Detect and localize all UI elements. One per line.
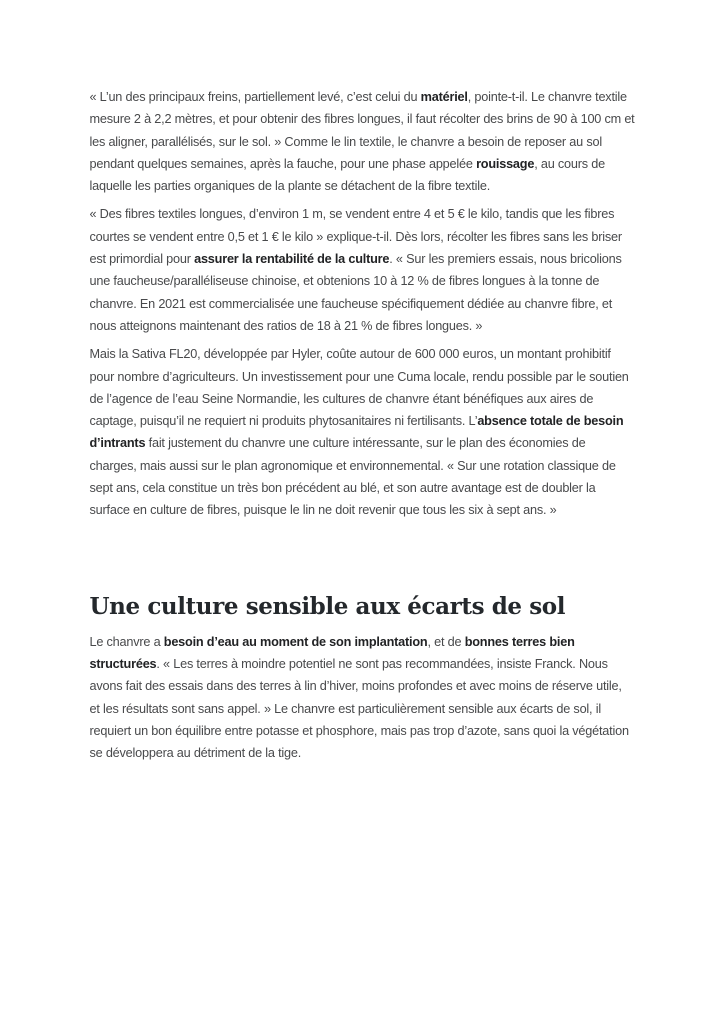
text-run: , pointe-t-il. Le chanvre textile mesure 2 à 2,2 mètres, et pour obtenir des fibres longues, il faut récolter des brins de 90 à 100 cm et les aligner, parallélisés, sur le sol. » Comme le lin textile, le chanvre a besoin de reposer au sol pendant quelques semaines, après la fauche, pour une phase appelée xyxy=(89,90,635,171)
bold-text-run: bonnes terres bien structurées xyxy=(89,634,575,671)
paragraph-besoin-eau xyxy=(90,631,635,765)
bold-text-run: assurer la rentabilité de la culture xyxy=(194,252,390,267)
bold-text-run: rouissage xyxy=(476,156,535,171)
paragraph-sativa-fl20 xyxy=(90,343,635,521)
text-run: « Des fibres textiles longues, d’environ 1 m, se vendent entre 4 et 5 € le kilo, tandis que les fibres courtes se vendent entre 0,5 et 1 € le kilo » explique-t-il. Dès lors, récolter les fibres sans les briser est primordial pour xyxy=(89,207,622,267)
text-run: . « Sur les premiers essais, nous bricolions une faucheuse/paralléliseuse chinoise, et obtenions 10 à 12 % de fibres longues à la tonne de chanvre. En 2021 est commercialisée une faucheuse spécifiquement dédiée au chanvre fibre, et nous atteignons maintenant des ratios de 18 à 21 % de fibres longues. » xyxy=(89,252,622,333)
paragraph-prix-fibres xyxy=(90,203,635,337)
bold-text-run: absence totale de besoin d’intrants xyxy=(89,414,624,451)
text-run: « L’un des principaux freins, partiellement levé, c’est celui du xyxy=(89,90,421,104)
text-run: Mais la Sativa FL20, développée par Hyler, coûte autour de 600 000 euros, un montant prohibitif pour nombre d’agriculteurs. Un investissement pour une Cuma locale, rendu possible par le soutien de l’agence de l’eau Seine Normandie, les cultures de chanvre étant bénéfiques aux aires de captage, puisqu’il ne requiert ni produits phytosanitaires ni fertilisants. L’ xyxy=(89,347,629,429)
text-run: fait justement du chanvre une culture intéressante, sur le plan des économies de charges, mais aussi sur le plan agronomique et environnemental. « Sur une rotation classique de sept ans, cela constitue un très bon précédent au blé, et son autre avantage est de doubler la surface en culture de fibres, puisque le lin ne doit revenir que tous les six à sept ans. » xyxy=(89,436,616,518)
text-run: , et de xyxy=(427,634,465,649)
text-run: Le chanvre a xyxy=(89,634,164,649)
article-body xyxy=(90,0,635,764)
paragraph-materiel-rouissage xyxy=(90,86,635,197)
text-run: . « Les terres à moindre potentiel ne sont pas recommandées, insiste Franck. Nous avons fait des essais dans des terres à lin d’hiver, moins profondes et avec moins de réserve utile, et les résultats sont sans appel. » Le chanvre est particulièrement sensible aux écarts de sol, il requiert un bon équilibre entre potasse et phosphore, mais pas trop d’azote, sans quoi la végétation se développera au détriment de la tige. xyxy=(89,656,629,761)
text-run: , au cours de laquelle les parties organiques de la plante se détachent de la fibre textile. xyxy=(89,156,605,194)
section-heading: Une culture sensible aux écarts de sol xyxy=(89,592,566,620)
bold-text-run: besoin d’eau au moment de son implantation xyxy=(163,634,428,649)
bold-text-run: matériel xyxy=(420,90,468,104)
